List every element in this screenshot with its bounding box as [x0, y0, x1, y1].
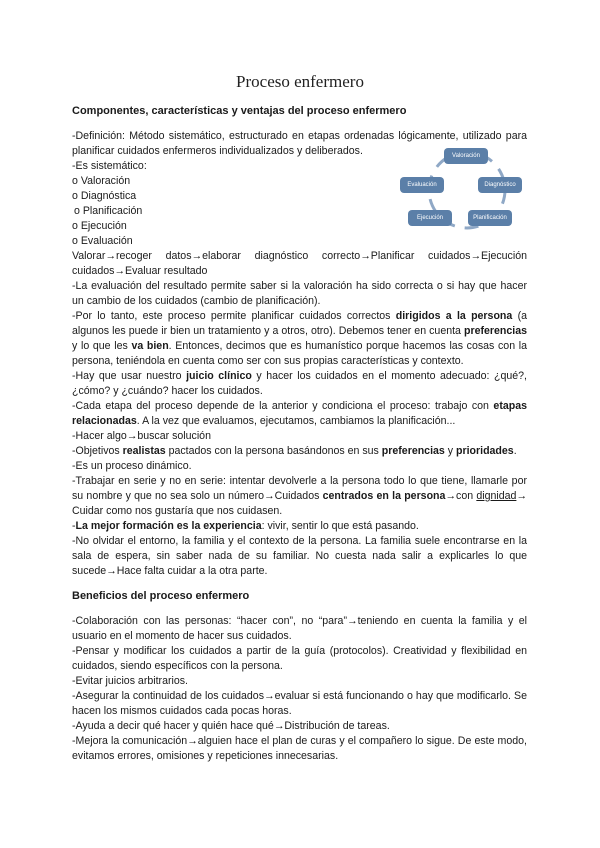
training-paragraph: -La mejor formación es la experiencia: vivir, sentir lo que está pasando.: [72, 520, 419, 532]
cycle-node-evaluacion: Evaluación: [400, 177, 444, 193]
stage-item: o Ejecución: [72, 220, 127, 232]
stage-item: o Valoración: [72, 175, 131, 187]
stages-paragraph: -Cada etapa del proceso depende de la anterior y condiciona el proceso: trabajo con etapas relacionadas. A la vez que evaluamos, ejecutamos, cambiamos la planificación...: [72, 400, 527, 427]
stage-item: o Planificación: [74, 205, 143, 217]
benefit-item: -Pensar y modificar los cuidados a partir de la guía (protocolos). Creatividad y flexibilidad en cuidados, siendo específicos con la persona.: [72, 645, 527, 672]
benefit-item: -Asegurar la continuidad de los cuidados→evaluar si está funcionando o hay que modificarlo. Se hacen los mismos cuidados cada pocas horas.: [72, 690, 527, 717]
section-heading-components: Componentes, características y ventajas del proceso enfermero: [72, 105, 407, 117]
judgment-paragraph: -Hay que usar nuestro juicio clínico y hacer los cuidados en el momento adecuado: ¿qué?, ¿cómo? y ¿cuándo? hacer los cuidados.: [72, 370, 527, 397]
benefit-item: -Mejora la comunicación→alguien hace el plan de curas y el compañero lo sigue. De este modo, evitamos errores, omisiones y repeticiones innecesarias.: [72, 735, 527, 762]
objectives-paragraph: -Objetivos realistas pactados con la persona basándonos en sus preferencias y prioridades.: [72, 445, 517, 457]
solution-paragraph: -Hacer algo→buscar solución: [72, 430, 211, 442]
cycle-node-planificacion: Planificación: [468, 210, 512, 226]
cycle-node-valoracion: Valoración: [444, 148, 488, 164]
cycle-node-ejecucion: Ejecución: [408, 210, 452, 226]
section-heading-benefits: Beneficios del proceso enfermero: [72, 590, 250, 602]
person-paragraph: -Por lo tanto, este proceso permite planificar cuidados correctos dirigidos a la persona (a algunos les puede ir bien un tratamiento y a otros, otro). Debemos tener en cuenta preferencias y lo que les va bien. Entonces, decimos que es humanístico porque hacemos las cosas con la persona, teniéndola en cuenta como ser con sus propias características y contexto.: [72, 310, 527, 367]
benefit-item: -Evitar juicios arbitrarios.: [72, 675, 188, 687]
flow-paragraph: Valorar→recoger datos→elaborar diagnóstico correcto→Planificar cuidados→Ejecución cuidados→Evaluar resultado: [72, 250, 527, 277]
benefit-item: -Ayuda a decir qué hacer y quién hace qué→Distribución de tareas.: [72, 720, 390, 732]
benefit-item: -Colaboración con las personas: “hacer con”, no “para”→teniendo en cuenta la familia y el usuario en el momento de hacer sus cuidados.: [72, 615, 527, 642]
dynamic-paragraph: -Es un proceso dinámico.: [72, 460, 192, 472]
systematic-intro: -Es sistemático:: [72, 160, 147, 172]
stage-item: o Diagnóstica: [72, 190, 137, 202]
stage-item: o Evaluación: [72, 235, 133, 247]
series-paragraph: -Trabajar en serie y no en serie: intentar devolverle a la persona todo lo que tiene, llamarle por su nombre y que no sea solo un número→Cuidados centrados en la persona→con dignidad→ Cuidar como nos gustaría que nos cuidasen.: [72, 475, 527, 517]
definition-paragraph: -Definición: Método sistemático, estructurado en etapas ordenadas lógicamente, utilizado para planificar cuidados enfermeros individualizados y deliberados.: [72, 130, 527, 157]
environment-paragraph: -No olvidar el entorno, la familia y el contexto de la persona. La familia suele encontrarse en la sala de espera, sin saber nada de su familiar. No cuesta nada salir a explicarles lo que sucede→Hace falta cuidar a la otra parte.: [72, 535, 527, 577]
cycle-node-diagnostico: Diagnóstico: [478, 177, 522, 193]
document-body: [72, 104, 527, 764]
evaluation-paragraph: -La evaluación del resultado permite saber si la valoración ha sido correcta o si hay que hacer un cambio de los cuidados (cambio de planificación).: [72, 280, 527, 307]
page-title: Proceso enfermero: [236, 72, 364, 91]
